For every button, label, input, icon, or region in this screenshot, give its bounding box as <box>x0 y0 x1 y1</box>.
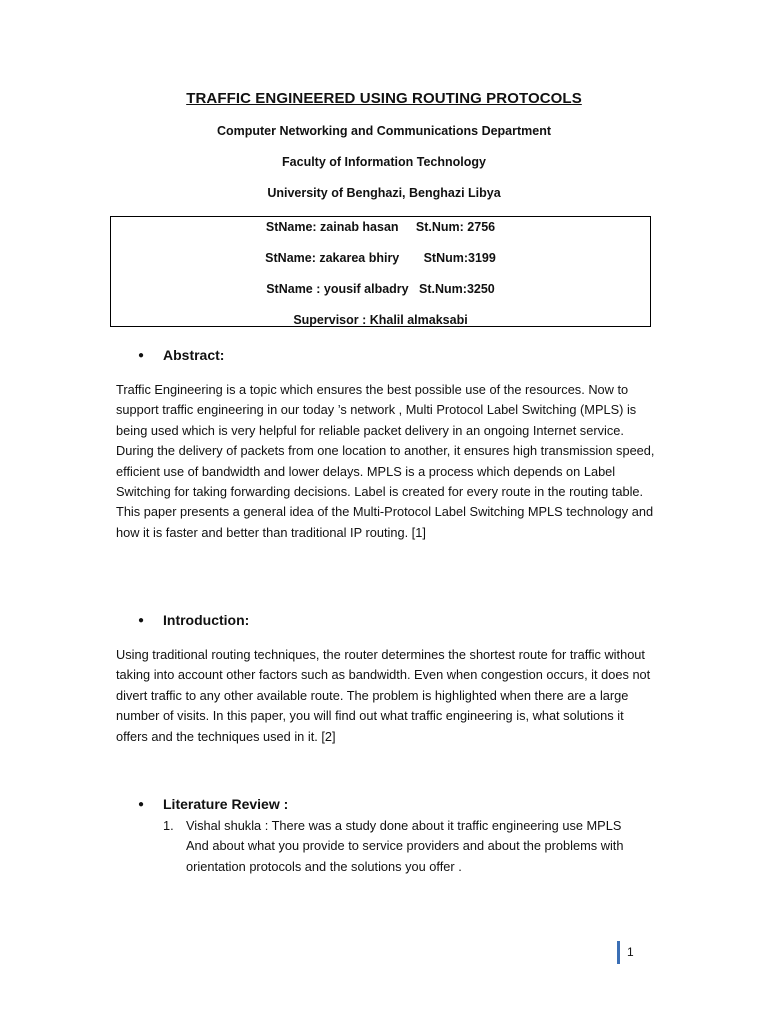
list-item-number: 1. <box>163 818 174 833</box>
abstract-paragraph: Traffic Engineering is a topic which ensures the best possible use of the resources. Now to support traffic engineering in our today ’s network , Multi Protocol Label Switching (MPLS) is being used which is very helpful for reliable packet delivery in an ongoing Internet service. During the delivery of packets from one location to another, it ensures high transmission speed, efficient use of bandwidth and lower delays. MPLS is a process which depends on Label Switching for taking forwarding decisions. Label is created for every route in the routing table. This paper presents a general idea of the Multi-Protocol Label Switching MPLS technology and how it is faster and better than traditional IP routing. [1] <box>116 382 655 540</box>
abstract-heading-text: Abstract: <box>163 347 225 363</box>
department-line: Computer Networking and Communications Department <box>216 124 552 138</box>
student-line-1: StName: zainab hasan St.Num: 2756 <box>265 220 496 234</box>
paper-title: TRAFFIC ENGINEERED USING ROUTING PROTOCOLS <box>186 90 582 107</box>
university-line: University of Benghazi, Benghazi Libya <box>267 186 501 200</box>
literature-review-heading <box>138 796 288 812</box>
list-item: Vishal shukla : There was a study done about it traffic engineering use MPLS And about what you provide to service providers and about the problems with orientation protocols and the solutions you offer . <box>186 818 624 874</box>
bullet-icon: ● <box>138 799 145 810</box>
student-line-3: StName : yousif albadry St.Num:3250 <box>266 282 495 296</box>
introduction-paragraph: Using traditional routing techniques, the router determines the shortest route for traffic without taking into account other factors such as bandwidth. Even when congestion occurs, it does not divert traffic to any other available route. The problem is highlighted when there are a large number of visits. In this paper, you will find out what traffic engineering is, what solutions it offers and the techniques used in it. [2] <box>116 647 651 744</box>
bullet-icon: ● <box>138 350 145 361</box>
introduction-heading <box>138 612 249 628</box>
literature-review-heading-text: Literature Review : <box>163 796 289 812</box>
supervisor-line: Supervisor : Khalil almaksabi <box>293 313 468 327</box>
student-info-box <box>110 216 651 327</box>
introduction-heading-text: Introduction: <box>163 612 250 628</box>
student-line-2: StName: zakarea bhiry StNum:3199 <box>265 251 496 265</box>
page-number-accent-bar <box>617 941 620 964</box>
page-number: 1 <box>627 945 634 959</box>
abstract-heading <box>138 347 224 363</box>
faculty-line: Faculty of Information Technology <box>282 155 486 169</box>
bullet-icon: ● <box>138 615 145 626</box>
